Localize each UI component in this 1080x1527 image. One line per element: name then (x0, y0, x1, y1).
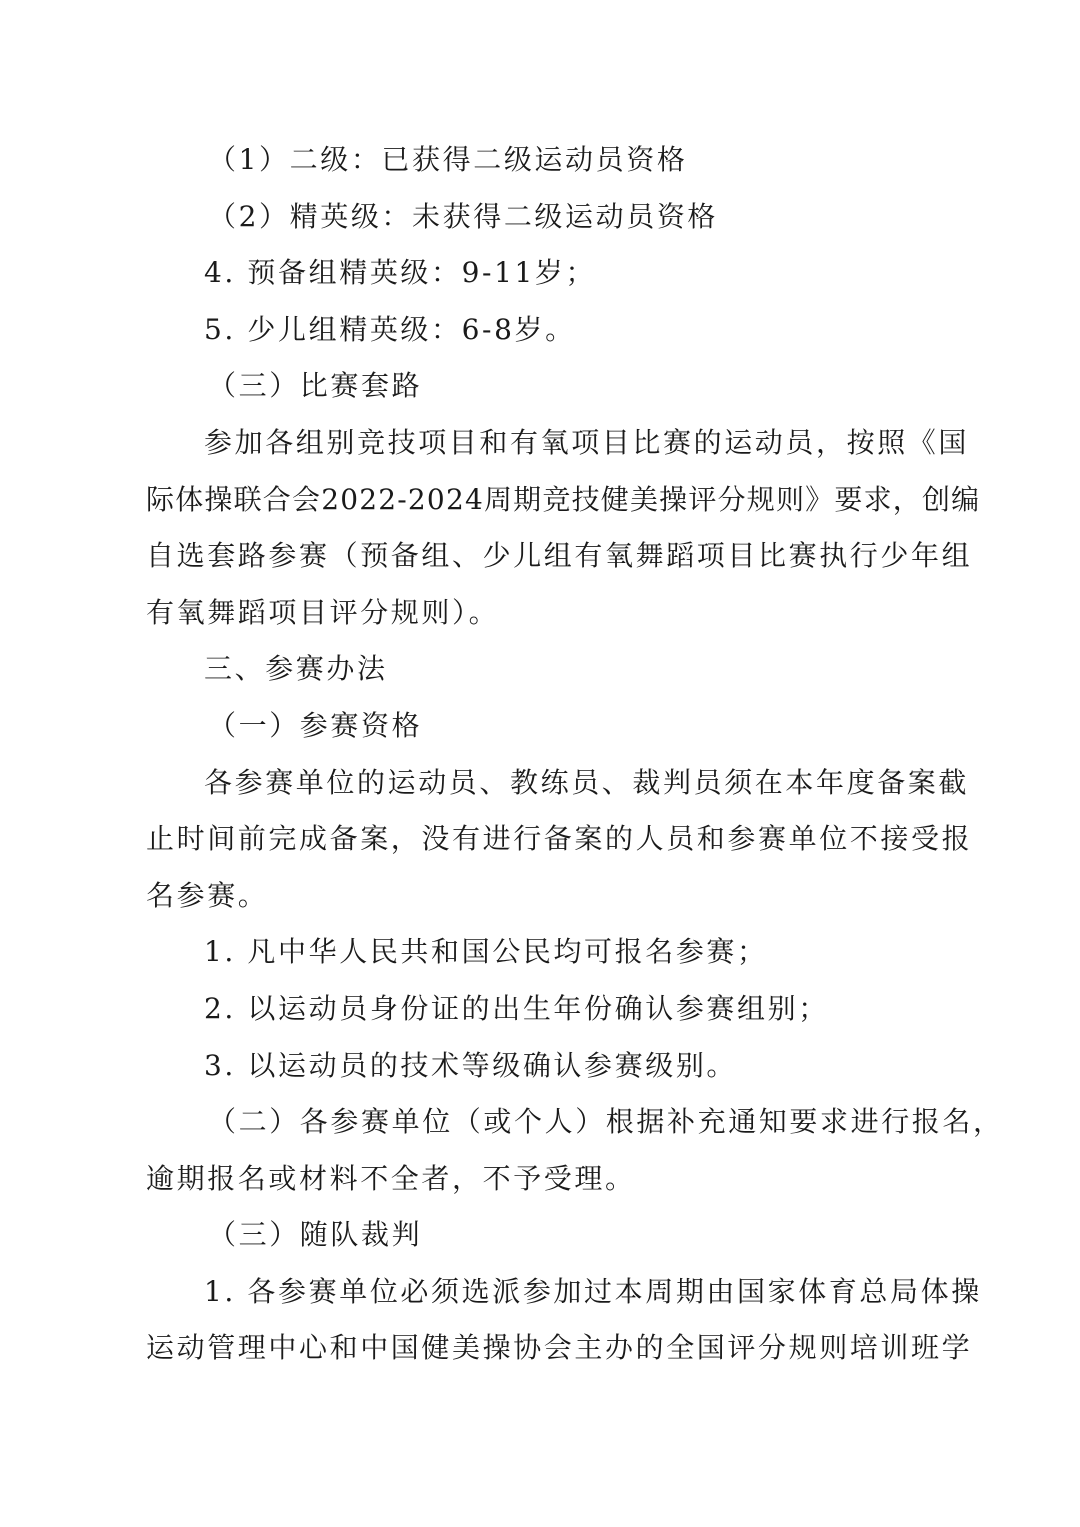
text-line: 各参赛单位的运动员、教练员、裁判员须在本年度备案截 (204, 765, 970, 799)
text-line: 参加各组别竞技项目和有氧项目比赛的运动员，按照《国 (204, 425, 970, 459)
section-heading: 三、参赛办法 (204, 652, 388, 686)
text-line: （1）二级：已获得二级运动员资格 (208, 143, 688, 176)
text-line: 有氧舞蹈项目评分规则）。 (146, 595, 500, 629)
text-line: 1. 凡中华人民共和国公民均可报名参赛； (204, 935, 768, 969)
text-line: （2）精英级：未获得二级运动员资格 (208, 199, 719, 233)
text-line: 自选套路参赛（预备组、少儿组有氧舞蹈项目比赛执行少年组 (146, 539, 973, 573)
section-heading: （三）随队裁判 (208, 1218, 423, 1252)
text-line: 名参赛。 (146, 878, 269, 912)
text-line: 5. 少儿组精英级：6-8岁。 (204, 312, 576, 346)
text-line: 3. 以运动员的技术等级确认参赛级别。 (204, 1048, 738, 1082)
text-line: 4. 预备组精英级：9-11岁； (204, 256, 597, 290)
text-line: 际体操联合会2022-2024周期竞技健美操评分规则》要求，创编 (146, 482, 981, 516)
document-body (146, 132, 1004, 1377)
text-line: 1. 各参赛单位必须选派参加过本周期由国家体育总局体操 (204, 1274, 982, 1308)
text-line: 运动管理中心和中国健美操协会主办的全国评分规则培训班学 (146, 1331, 973, 1365)
text-line: （二）各参赛单位（或个人）根据补充通知要求进行报名， (208, 1105, 1004, 1139)
text-line: 2. 以运动员身份证的出生年份确认参赛组别； (204, 991, 829, 1025)
text-line: 止时间前完成备案，没有进行备案的人员和参赛单位不接受报 (146, 822, 973, 856)
text-line: 逾期报名或材料不全者，不予受理。 (146, 1161, 636, 1195)
section-heading: （一）参赛资格 (208, 708, 423, 742)
section-heading: （三）比赛套路 (208, 369, 423, 403)
